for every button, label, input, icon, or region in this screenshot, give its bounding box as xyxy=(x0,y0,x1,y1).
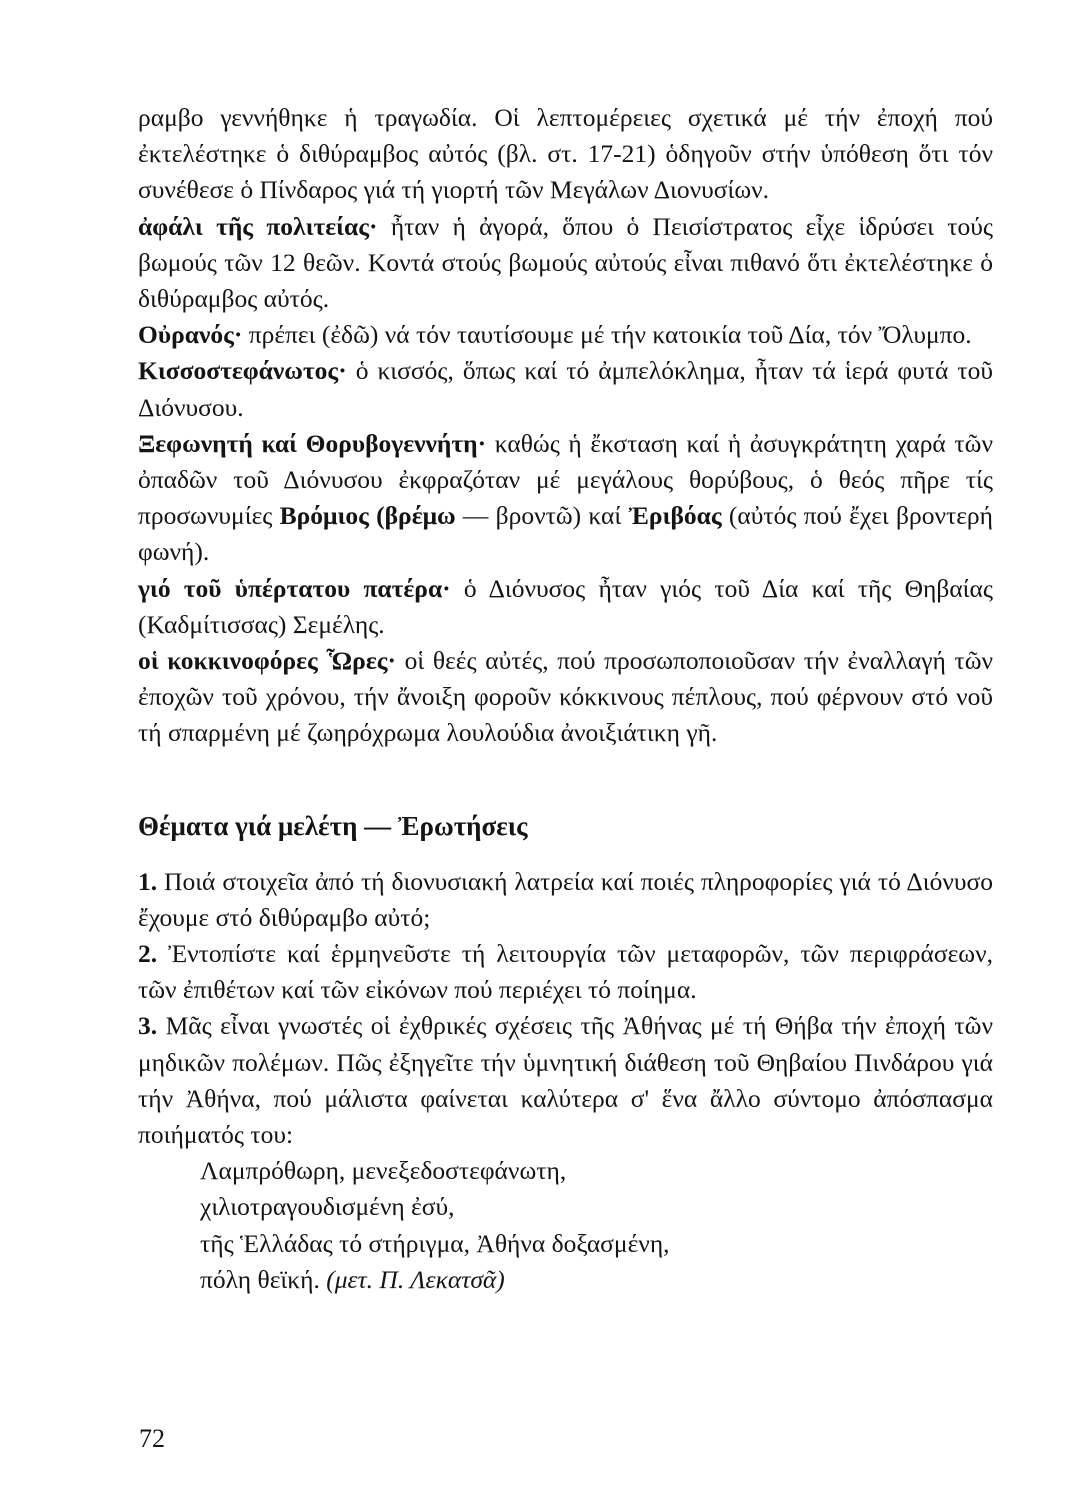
note-ouranos-term: Οὐρανός· xyxy=(138,320,243,350)
note-kissos xyxy=(138,353,993,425)
poem-attribution: (μετ. Π. Λεκατσᾶ) xyxy=(326,1264,505,1294)
note-agora-term: ἀφάλι τῆς πολιτείας· xyxy=(138,211,378,241)
question-3 xyxy=(138,1008,993,1153)
question-1-text: Ποιά στοιχεῖα ἀπό τή διονυσιακή λατρεία καί ποιές πληροφορίες γιά τό Διόνυσο ἔχουμε στό διθύραμβο αὐτό; xyxy=(138,866,993,932)
question-2-text: Ἐντοπίστε καί ἑρμηνεῦστε τή λειτουργία τῶν μεταφορῶν, τῶν περιφράσεων, τῶν ἐπιθέτων καί τῶν εἰκόνων πού περιέχει τό ποίημα. xyxy=(138,939,993,1005)
note-agora xyxy=(138,209,993,318)
note-kissos-text: ὁ κισσός, ὅπως καί τό ἀμπελόκλημα, ἦταν τά ἱερά φυτά τοῦ Διόνυσου. xyxy=(138,356,993,422)
note-ores-term: οἱ κοκκινοφόρες Ὧρες· xyxy=(138,646,396,676)
question-2-number: 2. xyxy=(138,939,158,969)
question-1-number: 1. xyxy=(138,866,158,896)
question-1 xyxy=(138,864,993,936)
note-intro-text: ραμβο γεννήθηκε ἡ τραγωδία. Οἱ λεπτομέρειες σχετικά μέ τήν ἐποχή πού ἐκτελέστηκε ὁ διθύραμβος αὐτός (βλ. στ. 17-21) ὁδηγοῦν στήν ὑπόθεση ὅτι τόν συνέθεσε ὁ Πίνδαρος γιά τή γιορτή τῶν Μεγάλων Διονυσίων. xyxy=(138,103,993,205)
question-2 xyxy=(138,936,993,1008)
poem-line-2: χιλιοτραγουδισμένη ἐσύ, xyxy=(200,1192,455,1222)
page-number: 72 xyxy=(139,1424,165,1453)
question-3-number: 3. xyxy=(138,1011,158,1041)
note-intro xyxy=(138,100,993,209)
note-xefoniti-text-c: (αὐτός πού ἔχει βροντερή φωνή). xyxy=(138,501,993,567)
note-gio-text: ὁ Διόνυσος ἦταν γιός τοῦ Δία καί τῆς Θηβαίας (Καδμίτισσας) Σεμέλης. xyxy=(138,573,993,639)
section-title: Θέματα γιά μελέτη — Ἐρωτήσεις xyxy=(138,810,528,841)
page-body xyxy=(138,100,993,1298)
poem-excerpt xyxy=(200,1153,993,1298)
poem-line-4 xyxy=(200,1262,993,1298)
note-gio-term: γιό τοῦ ὑπέρτατου πατέρα· xyxy=(138,573,451,603)
note-xefoniti-term-c: Ἐριβόας xyxy=(628,501,722,531)
note-xefoniti-term: Ξεφωνητή καί Θορυβογεννήτη· xyxy=(138,428,487,458)
note-ouranos-text: πρέπει (ἐδῶ) νά τόν ταυτίσουμε μέ τήν κατοικία τοῦ Δία, τόν Ὄλυμπο. xyxy=(242,320,972,350)
note-xefoniti-term-b: Βρόμιος (βρέμω xyxy=(279,501,456,531)
poem-line-1: Λαμπρόθωρη, μενεξεδοστεφάνωτη, xyxy=(200,1156,567,1186)
question-3-text: Μᾶς εἶναι γνωστές οἱ ἐχθρικές σχέσεις τῆς Ἀθήνας μέ τή Θήβα τήν ἐποχή τῶν μηδικῶν πολέμων. Πῶς ἐξηγεῖτε τήν ὑμνητική διάθεση τοῦ Θηβαίου Πινδάρου γιά τήν Ἀθήνα, πού μάλιστα φαίνεται καλύτερα σ' ἕνα ἄλλο σύντομο ἀπόσπασμα ποιήματός του: xyxy=(138,1011,993,1150)
note-xefoniti xyxy=(138,426,993,571)
note-gio xyxy=(138,571,993,643)
poem-line-3: τῆς Ἑλλάδας τό στήριγμα, Ἀθήνα δοξασμένη, xyxy=(200,1228,670,1258)
note-ores-text: οἱ θεές αὐτές, πού προσωποποιοῦσαν τήν ἐναλλαγή τῶν ἐποχῶν τοῦ χρόνου, τήν ἄνοιξη φοροῦν κόκκινους πέπλους, πού φέρνουν στό νοῦ τή σπαρμένη μέ ζωηρόχρωμα λουλούδια ἀνοιξιάτικη γῆ. xyxy=(138,646,994,748)
poem-line-4-text: πόλη θεϊκή. xyxy=(200,1264,320,1294)
note-xefoniti-text-a: καθώς ἡ ἔκσταση καί ἡ ἀσυγκράτητη χαρά τῶν ὀπαδῶν τοῦ Διόνυσου ἐκφραζόταν μέ μεγάλους θορύβους, ὁ θεός πῆρε τίς προσωνυμίες xyxy=(138,428,993,531)
note-xefoniti-text-b: — βροντῶ) καί xyxy=(455,501,629,531)
note-ores xyxy=(138,643,993,752)
note-ouranos xyxy=(138,317,993,353)
note-kissos-term: Κισσοστεφάνωτος· xyxy=(138,356,347,386)
note-agora-text: ἦταν ἡ ἀγορά, ὅπου ὁ Πεισίστρατος εἶχε ἱδρύσει τούς βωμούς τῶν 12 θεῶν. Κοντά στούς βωμούς αὐτούς εἶναι πιθανό ὅτι ἐκτελέστηκε ὁ διθύραμβος αὐτός. xyxy=(138,211,993,314)
